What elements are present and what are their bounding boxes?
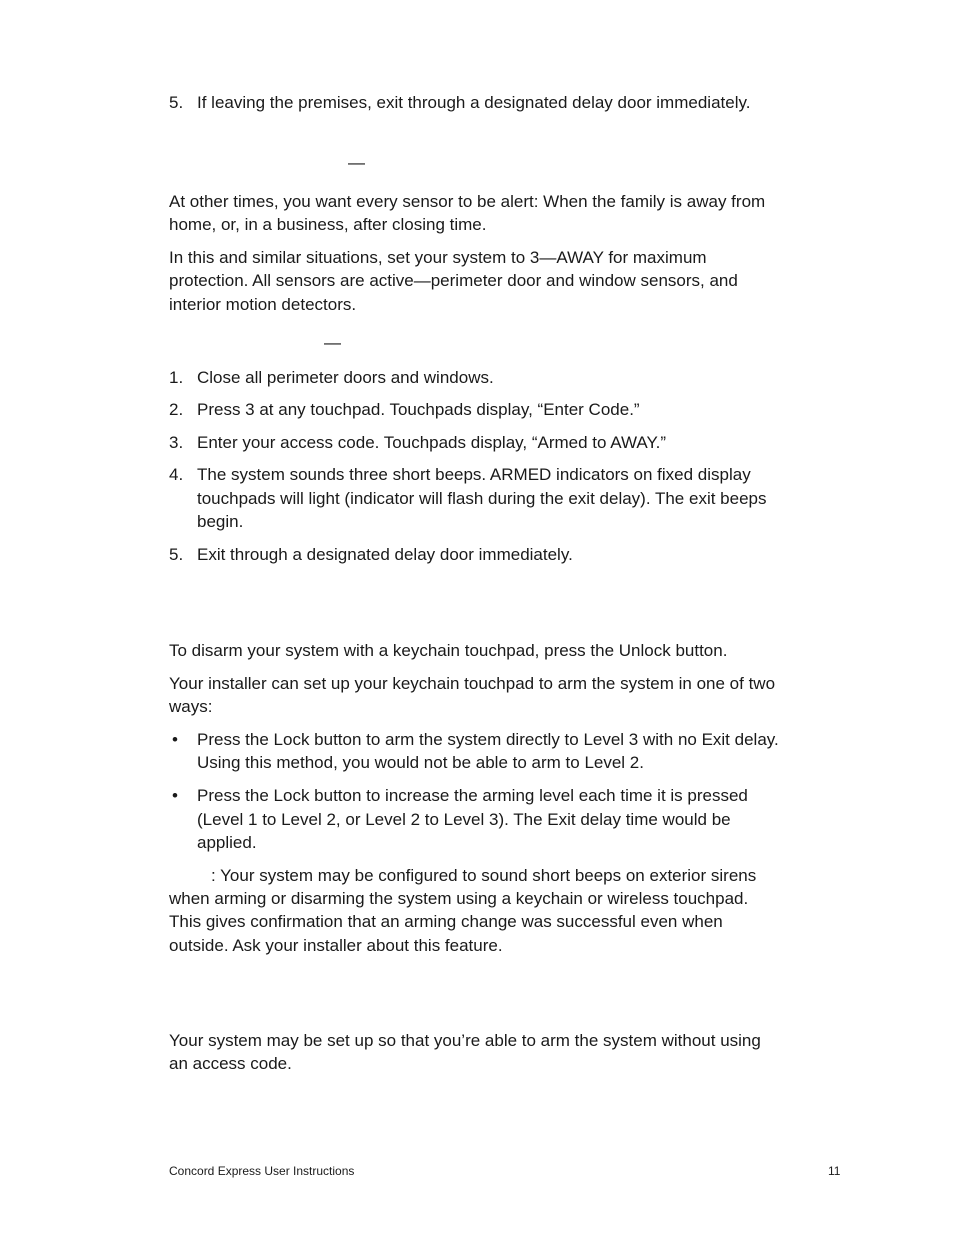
step-number: 1. xyxy=(169,368,184,387)
bullet-marker: • xyxy=(172,786,178,805)
note-line: This gives confirmation that an arming change was successful even when xyxy=(169,912,723,931)
heading-dash: — xyxy=(324,333,341,352)
bullet-text: Using this method, you would not be able to arm to Level 2. xyxy=(197,753,644,772)
step-number: 5. xyxy=(169,545,184,564)
page-number: 11 xyxy=(828,1164,841,1178)
note-line: outside. Ask your installer about this feature. xyxy=(169,936,503,955)
step-number: 5. xyxy=(169,93,184,112)
bullet-text: Press the Lock button to increase the arming level each time it is pressed xyxy=(197,786,748,805)
paragraph-line: Your system may be set up so that you’re able to arm the system without using xyxy=(169,1031,761,1050)
bullet-text: Press the Lock button to arm the system directly to Level 3 with no Exit delay. xyxy=(197,730,779,749)
paragraph-line: In this and similar situations, set your system to 3—AWAY for maximum xyxy=(169,248,707,267)
step-text: The system sounds three short beeps. ARMED indicators on fixed display xyxy=(197,465,751,484)
step-text: touchpads will light (indicator will flash during the exit delay). The exit beeps xyxy=(197,489,767,508)
paragraph-line: interior motion detectors. xyxy=(169,295,357,314)
step-number: 4. xyxy=(169,465,184,484)
paragraph-line: At other times, you want every sensor to be alert: When the family is away from xyxy=(169,192,766,211)
step-text: Enter your access code. Touchpads display, “Armed to AWAY.” xyxy=(197,433,666,452)
step-number: 2. xyxy=(169,400,184,419)
step-number: 3. xyxy=(169,433,184,452)
paragraph-line: protection. All sensors are active—perimeter door and window sensors, and xyxy=(169,271,738,290)
footer-title: Concord Express User Instructions xyxy=(169,1164,355,1178)
paragraph-line: ways: xyxy=(169,697,213,716)
paragraph-line: To disarm your system with a keychain touchpad, press the Unlock button. xyxy=(169,641,728,660)
note-line: when arming or disarming the system using a keychain or wireless touchpad. xyxy=(169,889,749,908)
heading-dash: — xyxy=(348,153,365,172)
step-text: Exit through a designated delay door immediately. xyxy=(197,545,573,564)
paragraph-line: an access code. xyxy=(169,1054,292,1073)
step-text: Close all perimeter doors and windows. xyxy=(197,368,494,387)
step-text: Press 3 at any touchpad. Touchpads display, “Enter Code.” xyxy=(197,400,640,419)
paragraph-line: Your installer can set up your keychain touchpad to arm the system in one of two xyxy=(169,674,776,693)
paragraph-line: home, or, in a business, after closing time. xyxy=(169,215,487,234)
step-text: begin. xyxy=(197,512,244,531)
bullet-text: (Level 1 to Level 2, or Level 2 to Level 3). The Exit delay time would be xyxy=(197,810,731,829)
bullet-text: applied. xyxy=(197,833,257,852)
note-line: : Your system may be configured to sound short beeps on exterior sirens xyxy=(211,866,757,885)
step-text: If leaving the premises, exit through a designated delay door immediately. xyxy=(197,93,751,112)
bullet-marker: • xyxy=(172,730,178,749)
